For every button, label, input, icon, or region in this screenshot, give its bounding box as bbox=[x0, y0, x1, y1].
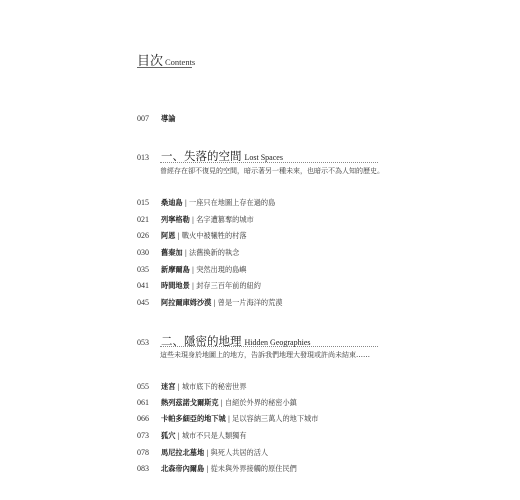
toc-entry[interactable] bbox=[137, 194, 275, 209]
toc-entry[interactable] bbox=[137, 378, 247, 393]
entry-desc: 城市不只是人類獨有 bbox=[181, 431, 247, 440]
entry-name: 北森帝內爾島 bbox=[161, 464, 205, 473]
entry-desc: 法舊換新的執念 bbox=[189, 248, 240, 257]
entry-name: 新摩爾島 bbox=[161, 265, 190, 274]
toc-entry[interactable] bbox=[137, 294, 282, 309]
toc-entry[interactable] bbox=[137, 427, 247, 442]
entry-name: 阿拉爾庫姆沙漠 bbox=[161, 298, 212, 307]
entry-desc: 戰火中被犧牲的村落 bbox=[181, 231, 247, 240]
section-description: 這些未現身於地圖上的地方，告訴我們地理大發現或許尚未結束…… bbox=[160, 351, 370, 359]
toc-entry[interactable] bbox=[137, 460, 297, 475]
entry-name: 舊秦加 bbox=[161, 248, 183, 257]
separator: | bbox=[184, 248, 187, 257]
separator: | bbox=[177, 382, 180, 391]
entry-desc: 一座只在地圖上存在過的島 bbox=[189, 198, 276, 207]
entry-desc: 城市底下的秘密世界 bbox=[181, 382, 247, 391]
separator: | bbox=[177, 431, 180, 440]
page-number: 007 bbox=[137, 114, 149, 123]
toc-entry[interactable] bbox=[137, 277, 261, 292]
toc-entry[interactable] bbox=[137, 444, 268, 459]
toc-entry[interactable] bbox=[137, 261, 247, 276]
page-number: 078 bbox=[137, 448, 149, 457]
page-number: 026 bbox=[137, 231, 149, 240]
page-number: 013 bbox=[137, 153, 149, 162]
toc-entry[interactable] bbox=[137, 410, 318, 425]
toc-title-cn: 目次 bbox=[137, 54, 164, 69]
toc-entry[interactable] bbox=[137, 244, 239, 259]
page-number: 083 bbox=[137, 464, 149, 473]
separator: | bbox=[191, 281, 195, 290]
entry-name: 迷宮 bbox=[161, 382, 176, 391]
entry-name: 阿恩 bbox=[161, 231, 176, 240]
page-number: 066 bbox=[137, 414, 149, 423]
section-title-cn: 二、隱密的地理 bbox=[161, 334, 242, 348]
separator: | bbox=[206, 464, 209, 473]
separator: | bbox=[220, 398, 223, 407]
toc-title-en: Contents bbox=[165, 57, 196, 67]
toc-entry-intro[interactable] bbox=[137, 110, 175, 125]
section-title-en: Lost Spaces bbox=[244, 153, 283, 162]
separator: | bbox=[227, 414, 231, 423]
separator: | bbox=[206, 448, 209, 457]
section-title-en: Hidden Geographies bbox=[244, 338, 311, 347]
toc-entry[interactable] bbox=[137, 394, 297, 409]
section-divider bbox=[160, 162, 378, 163]
entry-desc: 突然出現的島嶼 bbox=[196, 265, 247, 274]
page-number: 035 bbox=[137, 265, 149, 274]
toc-entry[interactable] bbox=[137, 211, 254, 226]
section-title-cn: 一、失落的空間 bbox=[161, 149, 242, 163]
page-number: 061 bbox=[137, 398, 149, 407]
entry-name: 熱列茲諾戈爾斯克 bbox=[161, 398, 219, 407]
page-number: 045 bbox=[137, 298, 149, 307]
entry-name: 時間地景 bbox=[161, 281, 190, 290]
entry-name: 狐穴 bbox=[161, 431, 176, 440]
page-number: 055 bbox=[137, 382, 149, 391]
page-number: 015 bbox=[137, 198, 149, 207]
toc-entry[interactable] bbox=[137, 227, 247, 242]
separator: | bbox=[184, 198, 187, 207]
entry-desc: 自絕於外界的秘密小鎮 bbox=[224, 398, 297, 407]
section-description: 曾經存在卻不復見的空間，暗示著另一種未來，也暗示不為人知的歷史。 bbox=[160, 167, 384, 175]
section-divider bbox=[160, 346, 378, 347]
page-number: 030 bbox=[137, 248, 149, 257]
title-rule bbox=[137, 67, 192, 68]
entry-name: 馬尼拉北墓地 bbox=[161, 448, 205, 457]
separator: | bbox=[177, 231, 180, 240]
entry-name: 導論 bbox=[161, 114, 176, 123]
entry-name: 卡帕多細亞的地下城 bbox=[161, 414, 226, 423]
page-number: 021 bbox=[137, 215, 149, 224]
page-number: 073 bbox=[137, 431, 149, 440]
separator: | bbox=[213, 298, 216, 307]
entry-desc: 封存三百年前的紐約 bbox=[196, 281, 261, 290]
separator: | bbox=[191, 265, 195, 274]
entry-desc: 從未與外界接觸的原住民們 bbox=[210, 464, 297, 473]
entry-desc: 曾是一片海洋的荒漠 bbox=[217, 298, 283, 307]
entry-desc: 與死人共居的活人 bbox=[210, 448, 269, 457]
separator: | bbox=[191, 215, 195, 224]
entry-desc: 名字遭篡奪的城市 bbox=[196, 215, 254, 224]
entry-name: 列寧格勒 bbox=[161, 215, 190, 224]
page-number: 053 bbox=[137, 338, 149, 347]
page-number: 041 bbox=[137, 281, 149, 290]
entry-name: 桑迪島 bbox=[161, 198, 183, 207]
entry-desc: 足以容納三萬人的地下城市 bbox=[232, 414, 319, 423]
